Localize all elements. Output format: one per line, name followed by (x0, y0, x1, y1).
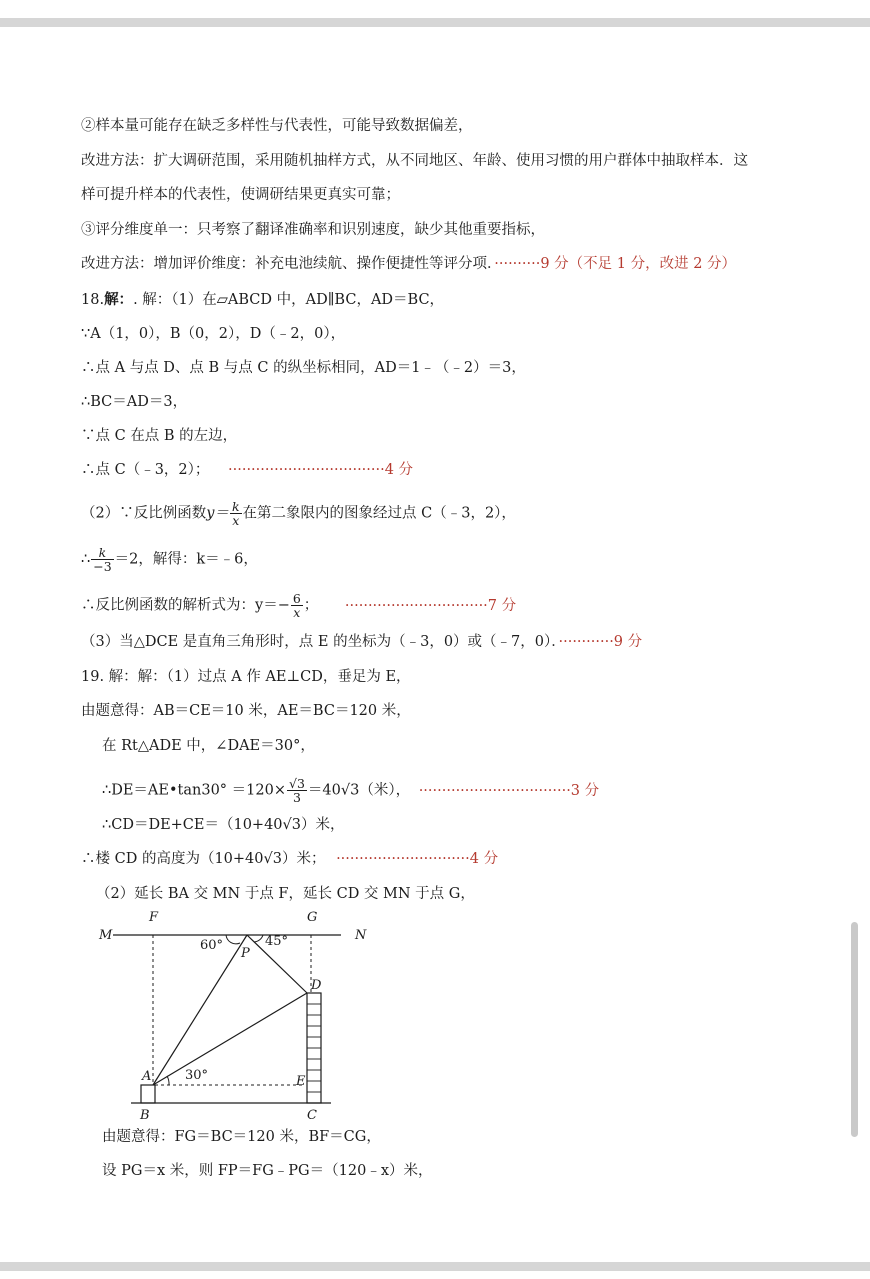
p19-line-8: 由题意得：FG＝BC＝120 米，BF＝CG， (102, 1129, 381, 1145)
fraction-6-over-x (291, 592, 303, 619)
p19-line-5-b: ）米， (301, 817, 345, 833)
label-n: N (355, 928, 367, 943)
label-angle-30: 30° (185, 1068, 209, 1083)
p19-line-5-a: ∴CD＝DE+CE＝（10+40 (102, 817, 283, 833)
therefore-sign: ∴ (81, 551, 91, 568)
sqrt-3: √3 (263, 851, 282, 867)
label-angle-45: 45° (265, 934, 289, 949)
building-cd-floors (307, 1004, 321, 1092)
top-divider (0, 18, 870, 27)
p18-score-9: ············9 分 (558, 634, 643, 650)
frac-den: −3 (93, 559, 112, 574)
p18-line-4: ∴BC＝AD＝3， (81, 394, 188, 410)
label-a: A (142, 1069, 152, 1084)
frac-num: 6 (292, 591, 301, 606)
fraction-sqrt3-over-3 (287, 777, 307, 804)
p18-score-4: ··································4 分 (228, 462, 414, 478)
p18-jie: 解： (104, 291, 134, 308)
p18-heading (81, 290, 444, 310)
p19-score-3: ·································3 分 (418, 782, 600, 799)
label-g: G (307, 910, 318, 925)
p18-line-2: ∵A（1，0），B（0，2），D（﹣2，0）， (81, 326, 346, 342)
p18-line-9 (81, 592, 516, 619)
p19-line-6 (81, 849, 498, 869)
frac-den: 3 (292, 790, 301, 805)
p18-line-7-b: 在第二象限内的图象经过点 C（﹣3，2）， (242, 505, 516, 522)
p18-line-7-a: （2）∵反比例函数 (81, 505, 207, 522)
label-c: C (307, 1108, 317, 1123)
geometry-figure (95, 905, 385, 1130)
p17-score: ··········9 分（不足 1 分，改进 2 分） (494, 256, 737, 272)
scrollbar[interactable] (851, 922, 858, 1137)
p19-line-6-a: ∴楼 CD 的高度为（10+40 (81, 851, 264, 867)
p19-score-4: ·····························4 分 (336, 851, 499, 867)
p18-line-9-b: ； (303, 597, 319, 614)
p17-fix-3-text: 改进方法：增加评价维度：补充电池续航、操作便捷性等评分项． (81, 256, 495, 272)
frac-den: x (293, 605, 301, 620)
p18-score-7: ·······························7 分 (344, 597, 517, 614)
label-f: F (149, 910, 159, 925)
frac-num: k (91, 546, 113, 560)
p18-line-7 (81, 500, 516, 527)
frac-den: x (232, 513, 240, 528)
p18-line-8 (81, 546, 258, 573)
p19-line-2: 由题意得：AB＝CE＝10 米，AE＝BC＝120 米， (81, 703, 411, 719)
p19-line-4-c: （米）， (359, 782, 411, 799)
sqrt-3: √3 (340, 782, 360, 799)
line-ad (153, 993, 307, 1085)
label-angle-60: 60° (200, 938, 224, 953)
frac-num: k (231, 499, 240, 514)
p18-line-6-text: ∴点 C（﹣3，2）； (81, 462, 210, 478)
p18-line-3: ∴点 A 与点 D、点 B 与点 C 的纵坐标相同，AD＝1﹣（﹣2）＝3， (81, 360, 526, 376)
p18-line-8-b: ＝2，解得：k＝﹣6， (114, 551, 258, 568)
p19-line-1: 19. 解：解：（1）过点 A 作 AE⊥CD，垂足为 E， (81, 669, 411, 685)
p19-line-3: 在 Rt△ADE 中，∠DAE＝30°， (102, 738, 315, 754)
fraction-k-over-neg3 (91, 546, 113, 573)
p17-fix-2b: 样可提升样本的代表性，使调研结果更真实可靠； (81, 187, 400, 203)
p17-fix-3 (81, 254, 736, 274)
label-d: D (311, 978, 322, 993)
p18-line-9-a: ∴反比例函数的解析式为：y＝− (81, 597, 290, 614)
label-e: E (296, 1074, 306, 1089)
frac-num: √3 (289, 776, 305, 791)
p19-line-4-a: ∴DE＝AE•tan30° ＝120× (102, 782, 286, 799)
angle-arc-45 (254, 935, 263, 942)
p18-line-10-text: （3）当△DCE 是直角三角形时，点 E 的坐标为（﹣3，0）或（﹣7，0）． (81, 634, 559, 650)
angle-arc-30 (167, 1076, 169, 1085)
p17-fix-2a: 改进方法：扩大调研范围，采用随机抽样方式，从不同地区、年龄、使用习惯的用户群体中抽取样本．这 (81, 153, 748, 169)
p19-line-6-b: ）米； (281, 851, 326, 867)
p17-line-2: ②样本量可能存在缺乏多样性与代表性，可能导致数据偏差， (81, 118, 473, 134)
bottom-divider (0, 1262, 870, 1271)
p19-line-5 (102, 815, 345, 835)
y-var: y＝ (206, 505, 229, 522)
p17-line-3: ③评分维度单一：只考察了翻译准确率和识别速度，缺少其他重要指标， (81, 222, 545, 238)
p18-line-6 (81, 460, 413, 480)
angle-arc-60 (226, 935, 240, 944)
building-ab (141, 1085, 155, 1103)
p18-heading-rest: . 解：（1）在▱ABCD 中，AD∥BC，AD＝BC， (133, 292, 445, 308)
p19-line-4 (102, 777, 599, 804)
label-m: M (99, 928, 113, 943)
p19-line-9: 设 PG＝x 米，则 FP＝FG﹣PG＝（120﹣x）米， (102, 1163, 433, 1179)
p18-number: 18. (81, 292, 105, 308)
line-pa (153, 935, 247, 1085)
p18-line-10 (81, 632, 642, 652)
sqrt-3: √3 (282, 817, 302, 833)
p19-line-7: （2）延长 BA 交 MN 于点 F，延长 CD 交 MN 于点 G， (96, 886, 475, 902)
p19-line-4-b: ＝40 (307, 782, 341, 799)
fraction-k-over-x (230, 500, 242, 527)
label-b: B (140, 1108, 150, 1123)
p18-line-5: ∵点 C 在点 B 的左边， (81, 428, 238, 444)
label-p: P (241, 946, 250, 961)
